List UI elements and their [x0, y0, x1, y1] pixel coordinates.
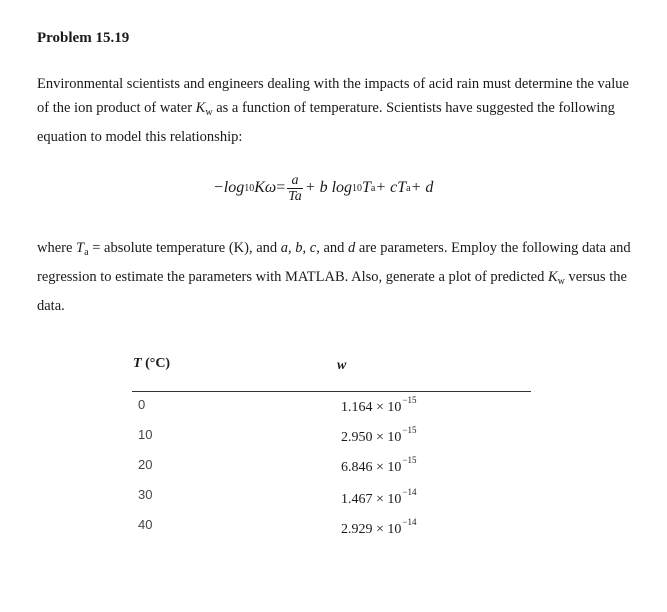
problem-title: Problem 15.19: [37, 30, 130, 46]
w-exponent: −15: [402, 425, 417, 435]
eq-term-b-var-sub: a: [370, 182, 376, 194]
eq-lhs-sub: 10: [244, 182, 255, 194]
eq-term-d: + d: [410, 179, 434, 196]
desc-text-5: versus the data.: [37, 269, 627, 314]
kw-subscript: w: [205, 107, 213, 118]
table-cell-temperature: 40: [138, 517, 153, 532]
param-d: d: [348, 240, 356, 256]
eq-term-c-sub: a: [406, 182, 411, 194]
w-exponent: −14: [402, 517, 417, 527]
table-cell-temperature: 0: [138, 397, 146, 412]
desc-comma-1: ,: [288, 240, 296, 256]
w-exponent: −15: [402, 395, 417, 405]
param-c: c: [309, 240, 317, 256]
column-header-t-symbol: T: [133, 356, 142, 371]
ta-subscript: a: [84, 247, 89, 258]
eq-term-c: + cT: [375, 179, 407, 196]
eq-term-b: + b log: [304, 179, 353, 196]
kw-subscript-2: w: [557, 276, 565, 287]
table-cell-temperature: 30: [138, 487, 153, 502]
w-mantissa: 2.950 × 10: [341, 430, 402, 445]
w-exponent: −14: [402, 487, 417, 497]
w-mantissa: 1.164 × 10: [341, 400, 402, 415]
table-cell-w: [341, 487, 417, 508]
eq-equals: =: [276, 179, 286, 196]
desc-comma-2: ,: [302, 240, 310, 256]
eq-frac-denominator: Ta: [288, 188, 302, 204]
table-cell-temperature: 10: [138, 427, 153, 442]
table-cell-w: [341, 425, 417, 446]
w-mantissa: 2.929 × 10: [341, 522, 402, 537]
table-cell-w: [341, 455, 417, 476]
table-cell-w: [341, 517, 417, 538]
column-header-w: w: [337, 358, 347, 373]
desc-text-2: = absolute temperature (K), and: [88, 240, 281, 256]
w-mantissa: 1.467 × 10: [341, 492, 402, 507]
intro-text-1: Environmental scientists and engineers dealing with the impacts of acid rain must determine the value of the ion product of water: [37, 76, 629, 116]
w-mantissa: 6.846 × 10: [341, 460, 402, 475]
eq-frac-numerator: a: [291, 172, 299, 188]
table-cell-w: [341, 395, 417, 416]
param-a: a: [280, 240, 289, 256]
w-exponent: −15: [402, 455, 417, 465]
eq-lhs-var: Kω: [254, 179, 277, 196]
intro-text-2: as a function of temperature. Scientists have suggested the following equation to model this relationship:: [37, 100, 615, 145]
table-cell-temperature: 20: [138, 457, 153, 472]
eq-term-b-sub: 10: [352, 182, 363, 194]
ta-symbol: T: [76, 240, 85, 256]
eq-term-b-var: T: [362, 179, 371, 196]
param-b: b: [295, 240, 303, 256]
desc-text-4: are parameters. Employ the following data and regression to estimate the parameters with MATLAB. Also, generate a plot of predicted: [37, 240, 631, 285]
kw-symbol: K: [195, 100, 206, 116]
eq-lhs: −log: [213, 179, 245, 196]
kw-symbol-2: K: [547, 269, 558, 285]
column-header-t-unit: (°C): [141, 356, 171, 371]
desc-text-3: , and: [316, 240, 349, 256]
desc-text-1: where: [37, 240, 77, 256]
